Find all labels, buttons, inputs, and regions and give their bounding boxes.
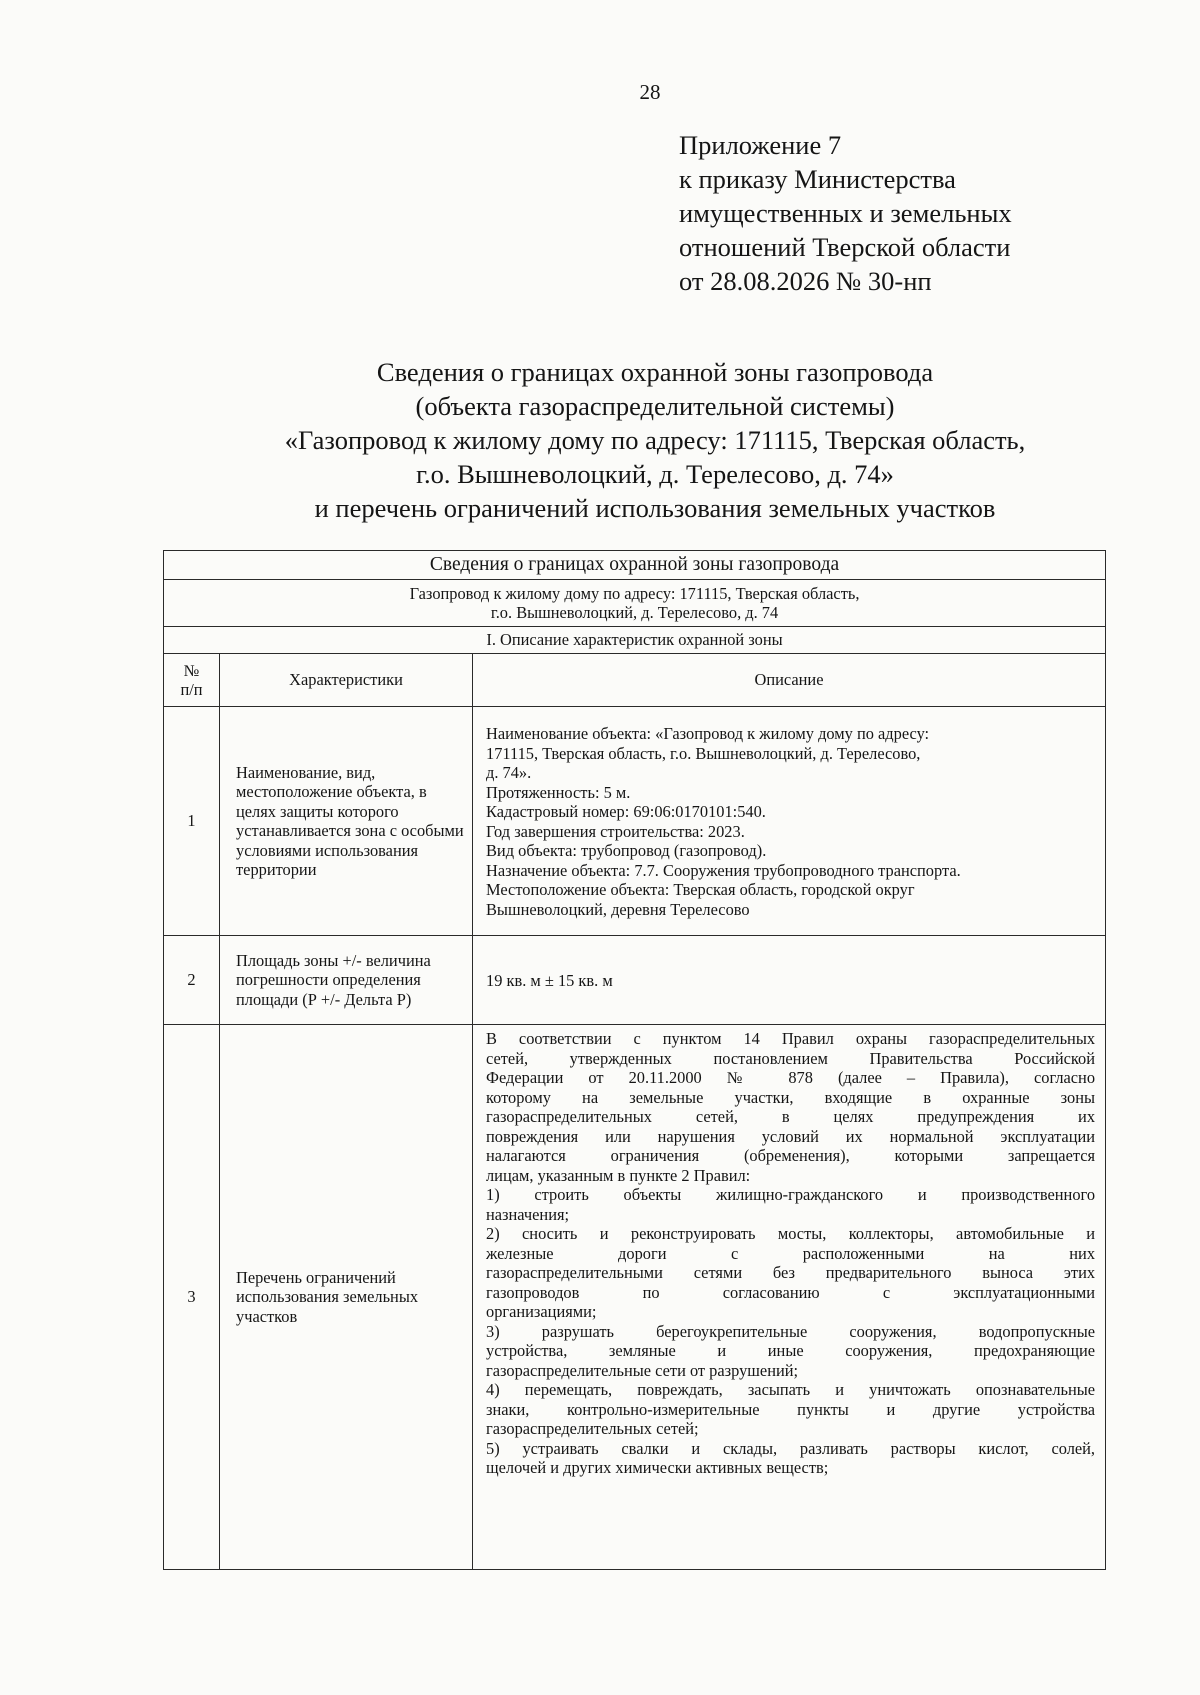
description-line: Назначение объекта: 7.7. Сооружения трубопроводного транспорта. [486,860,961,880]
zone-info-table [163,550,1106,1570]
description-line: 3) разрушать берегоукрепительные сооружения, водопропускные [486,1321,1096,1341]
description-line: лицам, указанным в пункте 2 Правил: [486,1165,751,1185]
table-header: Сведения о границах охранной зоны газопровода [164,551,1106,580]
title-line: и перечень ограничений использования земельных участков [314,493,996,523]
description-line: знаки, контрольно-измерительные пункты и другие устройства [486,1399,1096,1419]
description-line: Местоположение объекта: Тверская область, городской округ [486,880,915,899]
appendix-block [679,128,1012,298]
description-line: устройства, земляные и иные сооружения, предохраняющие [486,1341,1096,1360]
description-line: налагаются ограничения (обременения), которыми запрещается [486,1146,1096,1165]
description-line: газораспределительных сетей; [486,1419,699,1438]
appendix-line: Приложение 7 [679,130,842,160]
column-header-row [164,654,1106,707]
description-line: Наименование объекта: «Газопровод к жилому дому по адресу: [486,724,930,743]
table-row [164,707,1106,936]
subheader-line: Газопровод к жилому дому по адресу: 171115, Тверская область, [409,583,860,603]
description-line: Год завершения строительства: 2023. [486,821,745,841]
description-line: повреждения или нарушения условий их нормальной эксплуатации [486,1126,1096,1146]
description-line: Протяженность: 5 м. [486,782,631,802]
column-header-num-line: п/п [180,680,203,699]
table-subheader-row [164,580,1106,627]
table-header-row [164,551,1106,580]
column-header-num [164,654,220,707]
description-line: 19 кв. м ± 15 кв. м [486,970,613,990]
description-line: газораспределительными сетями без предварительного выноса этих [486,1263,1096,1282]
description-line: 5) устраивать свалки и склады, разливать растворы кислот, солей, [486,1438,1096,1458]
description-line: щелочей и других химически активных веществ; [486,1458,829,1477]
table-row [164,936,1106,1025]
page-number: 28 [639,80,661,104]
description-line: 171115, Тверская область, г.о. Вышневолоцкий, д. Терелесово, [486,743,921,763]
document-title [0,355,1200,525]
appendix-line: имущественных и земельных [679,198,1012,228]
description-line: Федерации от 20.11.2000 № 878 (далее – Правила), согласно [486,1068,1096,1087]
row-description [473,1025,1106,1570]
title-line: (объекта газораспределительной системы) [415,391,895,421]
description-line: газораспределительные сети от разрушений; [486,1360,799,1380]
column-header-description: Описание [473,654,1106,707]
title-line: «Газопровод к жилому дому по адресу: 171115, Тверская область, [284,425,1026,455]
row-characteristic: Площадь зоны +/- величина погрешности определения площади (Р +/- Дельта Р) [220,936,473,1025]
description-line: В соответствии с пунктом 14 Правил охраны газораспределительных [486,1029,1096,1048]
row-description [473,936,1106,1025]
description-line: газораспределительных сетей, в целях предупреждения их [486,1107,1096,1126]
description-line: Вид объекта: трубопровод (газопровод). [486,841,767,860]
description-line: Вышневолоцкий, деревня Терелесово [486,899,750,919]
table-row [164,1025,1106,1570]
appendix-line: от 28.08.2026 № 30-нп [679,266,932,296]
description-line: которому на земельные участки, входящие в охранные зоны [486,1087,1096,1107]
appendix-line: отношений Тверской области [679,232,1011,262]
title-line: г.о. Вышневолоцкий, д. Терелесово, д. 74» [416,459,894,489]
description-line: газопроводов по согласованию с эксплуатационными [486,1282,1096,1302]
description-line: Кадастровый номер: 69:06:0170101:540. [486,802,766,821]
description-line: д. 74». [486,763,532,782]
table-subheader [164,580,1106,627]
row-number: 3 [164,1025,220,1570]
row-characteristic: Наименование, вид, местоположение объекта, в целях защиты которого устанавливается зона с особыми условиями использования территории [220,707,473,936]
description-line: назначения; [486,1204,570,1224]
description-line: 2) сносить и реконструировать мосты, коллекторы, автомобильные и [486,1224,1096,1243]
table-section-title: I. Описание характеристик охранной зоны [164,627,1106,654]
title-line: Сведения о границах охранной зоны газопровода [376,357,934,387]
table-section-row [164,627,1106,654]
description-line: 1) строить объекты жилищно-гражданского и производственного [486,1185,1096,1204]
row-number: 2 [164,936,220,1025]
description-line: сетей, утвержденных постановлением Правительства Российской [486,1048,1096,1068]
row-description [473,707,1106,936]
row-characteristic: Перечень ограничений использования земельных участков [220,1025,473,1570]
description-line: 4) перемещать, повреждать, засыпать и уничтожать опознавательные [486,1380,1096,1399]
row-number: 1 [164,707,220,936]
description-line: железные дороги с расположенными на них [486,1243,1096,1263]
column-header-characteristics: Характеристики [220,654,473,707]
appendix-line: к приказу Министерства [679,164,956,194]
description-line: организациями; [486,1302,597,1321]
subheader-line: г.о. Вышневолоцкий, д. Терелесово, д. 74 [490,603,779,622]
column-header-num-line: № [183,660,200,680]
